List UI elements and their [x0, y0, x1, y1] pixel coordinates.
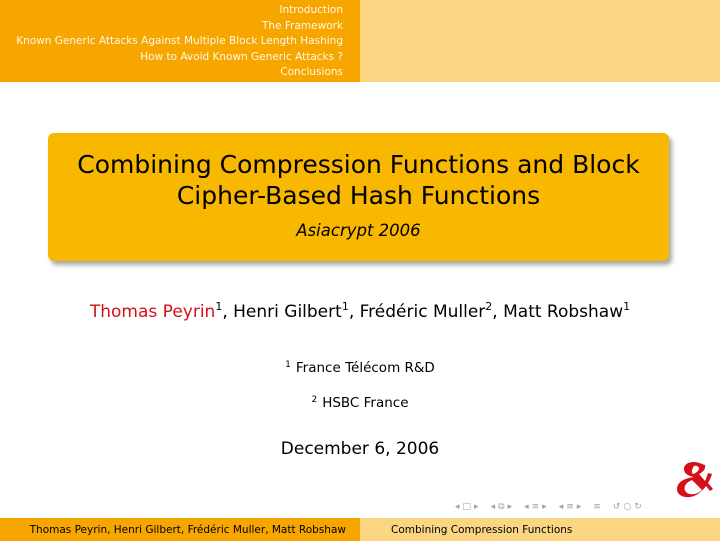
nav-subsection-icon[interactable]: ≡ — [531, 502, 540, 512]
section-nav — [0, 0, 360, 82]
nav-next-section-icon[interactable]: ▸ — [576, 502, 582, 512]
author-affiliation-mark: 2 — [485, 300, 493, 313]
author-affiliation-mark: 1 — [215, 300, 223, 313]
nav-search-icon[interactable]: ↺ — [612, 502, 621, 512]
header-right-panel — [360, 0, 720, 82]
author-affiliation-mark: 1 — [341, 300, 349, 313]
nav-item-avoid-attacks[interactable]: How to Avoid Known Generic Attacks ? — [140, 50, 343, 63]
footer-authors: Thomas Peyrin, Henri Gilbert, Frédéric Muller, Matt Robshaw — [0, 518, 360, 541]
nav-next-subsection-icon[interactable]: ▸ — [542, 502, 547, 512]
nav-zoom-icon[interactable]: ○ — [623, 502, 632, 512]
nav-prev-frame-icon[interactable]: ◂ — [490, 502, 496, 512]
affiliation-mark: 1 — [285, 360, 291, 370]
footer-bar — [0, 518, 720, 541]
nav-next-frame-icon[interactable]: ▸ — [507, 502, 513, 512]
author-list: Thomas Peyrin$^1$, Henri Gilbert$^1$, Frédéric Muller$^2$, Matt Robshaw$^1$ — [89, 300, 631, 322]
nav-next-slide-icon[interactable]: ▸ — [474, 502, 479, 512]
nav-appendix-icon[interactable]: ≡ — [593, 502, 601, 512]
affiliation-2 — [0, 395, 720, 411]
nav-prev-slide-icon[interactable]: ◂ — [455, 502, 460, 512]
nav-item-conclusions[interactable]: Conclusions — [280, 66, 343, 78]
affiliation-name: France Télécom R&D — [295, 360, 435, 376]
author-name: Henri Gilbert — [233, 302, 342, 322]
nav-prev-section-icon[interactable]: ◂ — [558, 502, 564, 512]
author-affiliation-mark: 1 — [623, 300, 631, 313]
nav-item-known-attacks[interactable]: Known Generic Attacks Against Multiple Block Length Hashing — [16, 35, 343, 47]
title-line-1: Combining Compression Functions and Block — [77, 150, 640, 179]
affiliation-name: HSBC France — [322, 395, 409, 411]
nav-section-icon[interactable]: ≡ — [566, 502, 574, 512]
beamer-navigation-symbols — [455, 500, 642, 514]
title-box — [48, 133, 669, 261]
nav-frame-icon[interactable]: ⧉ — [498, 502, 505, 512]
nav-back-icon[interactable]: ↻ — [634, 502, 642, 512]
france-telecom-logo — [672, 458, 714, 500]
author-name: Matt Robshaw — [503, 302, 624, 322]
nav-slide-icon[interactable]: □ — [462, 502, 472, 512]
nav-prev-subsection-icon[interactable]: ◂ — [524, 502, 529, 512]
header-bar — [0, 0, 720, 82]
author-name-presenter: Thomas Peyrin — [89, 302, 216, 322]
presentation-subtitle: Asiacrypt 2006 — [296, 221, 421, 240]
nav-item-framework[interactable]: The Framework — [262, 19, 343, 32]
affiliation-mark: 2 — [311, 395, 318, 405]
presentation-title — [48, 149, 669, 211]
presentation-date: December 6, 2006 — [280, 439, 440, 459]
affiliation-1 — [0, 360, 720, 376]
footer-short-title: Combining Compression Functions — [360, 518, 720, 541]
author-name: Frédéric Muller — [359, 302, 486, 322]
title-line-2: Cipher-Based Hash Functions — [176, 181, 541, 210]
nav-item-introduction[interactable]: Introduction — [279, 4, 343, 16]
